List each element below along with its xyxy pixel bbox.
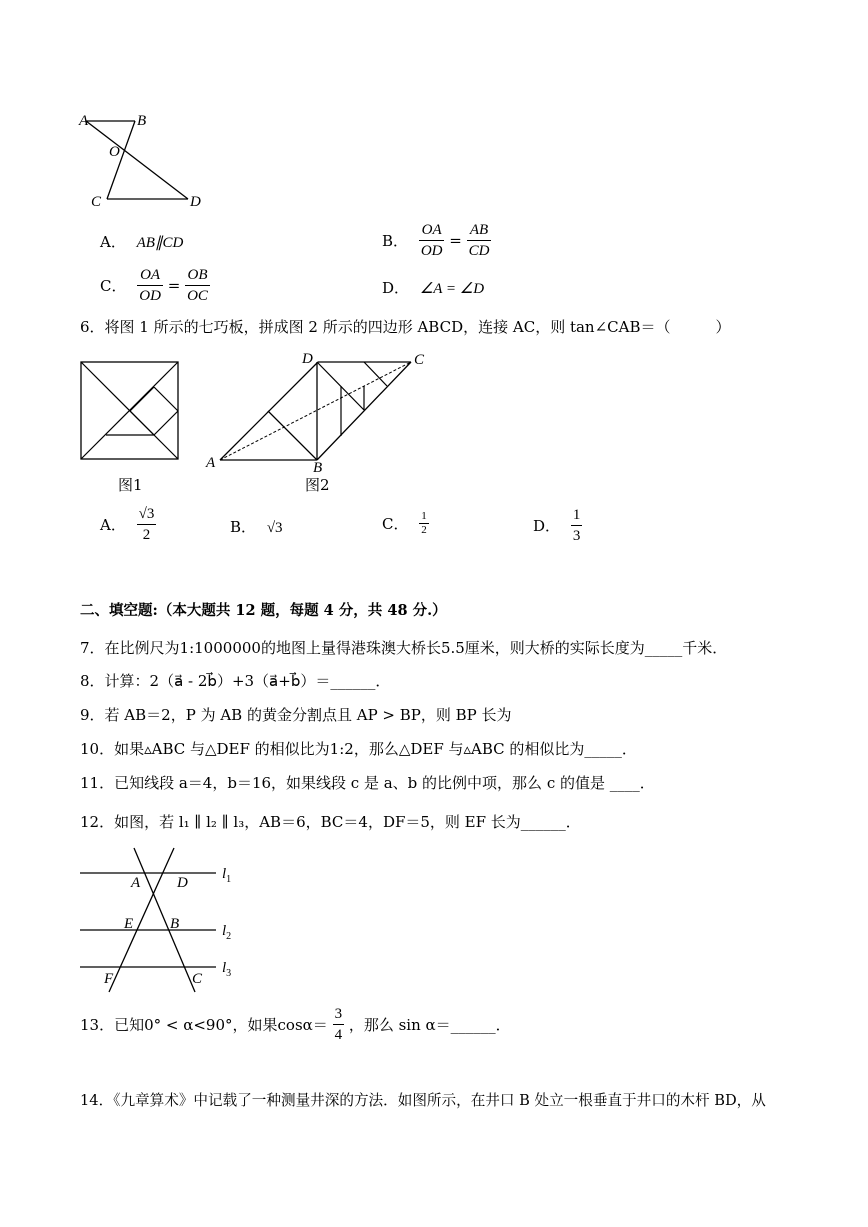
question-14: 14．《九章算术》中记载了一种测量井深的方法．如图所示，在井口 B 处立一根垂直于井口的木杆 BD，从 <box>80 1092 766 1109</box>
q13-den: 4 <box>334 1027 343 1043</box>
q5-option-b-eq: = <box>449 231 462 250</box>
question-10: 10．如果▵ABC 与△DEF 的相似比为1:2，那么△DEF 与▵ABC 的相似比为_____． <box>80 740 637 758</box>
q5-option-c <box>100 265 210 306</box>
q12-label-e: E <box>124 916 134 932</box>
q6-option-d-den: 3 <box>572 528 581 544</box>
q5-option-c-num2: OB <box>185 265 210 286</box>
q12-label-d: D <box>177 875 188 891</box>
q5-option-d-text: ∠A = ∠D <box>419 281 485 297</box>
q12-figure <box>74 846 244 996</box>
q6-stem: 6．将图 1 所示的七巧板，拼成图 2 所示的四边形 ABCD，连接 AC，则 tan∠CAB＝（ ） <box>80 318 731 336</box>
q5-option-c-num1: OA <box>137 265 163 286</box>
q6-option-d-num: 1 <box>571 505 583 526</box>
q6-option-c-label: C． <box>382 515 409 533</box>
question-8: 8．计算：2（a⃗ - 2b⃗）+3（a⃗+b⃗）＝______． <box>80 672 391 690</box>
q13-prefix: 13．已知0° < α<90°，如果cosα＝ <box>80 1016 328 1034</box>
q5-option-c-den2: OC <box>187 288 208 304</box>
q12-label-c: C <box>192 971 203 987</box>
q6-option-a-label: A． <box>100 516 126 534</box>
q5-option-c-frac2 <box>185 265 210 306</box>
q6-figure2 <box>200 348 440 476</box>
q5-option-b-frac1 <box>419 220 445 261</box>
q5-option-c-frac1 <box>137 265 163 306</box>
q6-option-c-num: 1 <box>421 510 427 522</box>
q5-option-d-label: D． <box>382 279 410 297</box>
q5-label-d: D <box>190 194 201 210</box>
q5-option-c-den1: OD <box>139 288 161 304</box>
q6-label-b: B <box>313 460 323 476</box>
q5-option-d <box>382 277 484 298</box>
q6-option-b-label: B． <box>230 518 257 536</box>
q6-option-c-frac <box>419 510 429 537</box>
q12-label-a: A <box>131 875 141 891</box>
q12-label-l3: $l_3$ <box>222 960 232 979</box>
question-9: 9．若 AB＝2，P 为 AB 的黄金分割点且 AP > BP，则 BP 长为 <box>80 706 512 724</box>
q5-option-a-text: AB∥CD <box>136 235 184 251</box>
q6-option-b <box>230 516 283 537</box>
question-12: 12．如图，若 l₁ ∥ l₂ ∥ l₃，AB＝6，BC＝4，DF＝5，则 EF 长为______． <box>80 813 581 831</box>
q13-frac <box>333 1004 345 1045</box>
q12-label-l1: $l_1$ <box>222 866 232 885</box>
q6-option-a <box>100 504 156 545</box>
q6-option-a-frac <box>137 504 157 545</box>
q6-label-c: C <box>414 352 425 368</box>
question-7: 7．在比例尺为1:1000000的地图上量得港珠澳大桥长5.5厘米，则大桥的实际长度为_____千米． <box>80 639 728 657</box>
q6-option-b-text: √3 <box>266 520 283 536</box>
q5-option-b-den1: OD <box>420 243 443 259</box>
q6-figure2-caption: 图2 <box>305 476 330 494</box>
q6-option-a-den: 2 <box>142 527 151 543</box>
q12-label-b: B <box>170 916 180 932</box>
section2-heading: 二、填空题:（本大题共 12 题，每题 4 分，共 48 分.） <box>80 602 447 619</box>
q5-label-c: C <box>91 194 102 210</box>
q5-option-b-num1: OA <box>419 220 445 241</box>
q6-label-a: A <box>206 455 216 471</box>
question-13 <box>80 1004 511 1045</box>
q13-num: 3 <box>333 1004 345 1025</box>
q6-option-c <box>382 510 429 537</box>
q6-option-d <box>533 505 582 546</box>
q6-figure1-caption: 图1 <box>118 476 143 494</box>
q5-label-o: O <box>109 144 120 160</box>
q6-option-a-num: √3 <box>137 504 157 525</box>
q5-option-a <box>100 231 183 252</box>
q13-suffix: ，那么 sin α＝______． <box>348 1016 511 1034</box>
q5-option-a-label: A． <box>100 233 126 251</box>
q6-figure1 <box>80 361 180 461</box>
q5-option-c-label: C． <box>100 277 127 295</box>
q5-option-b-den2: CD <box>468 243 490 259</box>
q6-label-d: D <box>302 351 313 367</box>
question-11: 11．已知线段 a＝4，b＝16，如果线段 c 是 a、b 的比例中项，那么 c 的值是 ____． <box>80 774 655 792</box>
q5-label-b: B <box>137 113 147 129</box>
q5-label-a: A <box>79 113 89 129</box>
q12-label-l2: $l_2$ <box>222 923 232 942</box>
q6-option-d-label: D． <box>533 517 561 535</box>
q5-option-c-eq: = <box>167 276 181 295</box>
q12-label-f: F <box>104 971 114 987</box>
q6-option-d-frac <box>571 505 583 546</box>
q5-option-b <box>382 220 491 261</box>
q5-option-b-label: B． <box>382 232 409 250</box>
q5-figure <box>74 108 214 212</box>
q5-option-b-frac2 <box>467 220 492 261</box>
q5-option-b-num2: AB <box>467 220 492 241</box>
q6-option-c-den: 2 <box>421 524 427 536</box>
